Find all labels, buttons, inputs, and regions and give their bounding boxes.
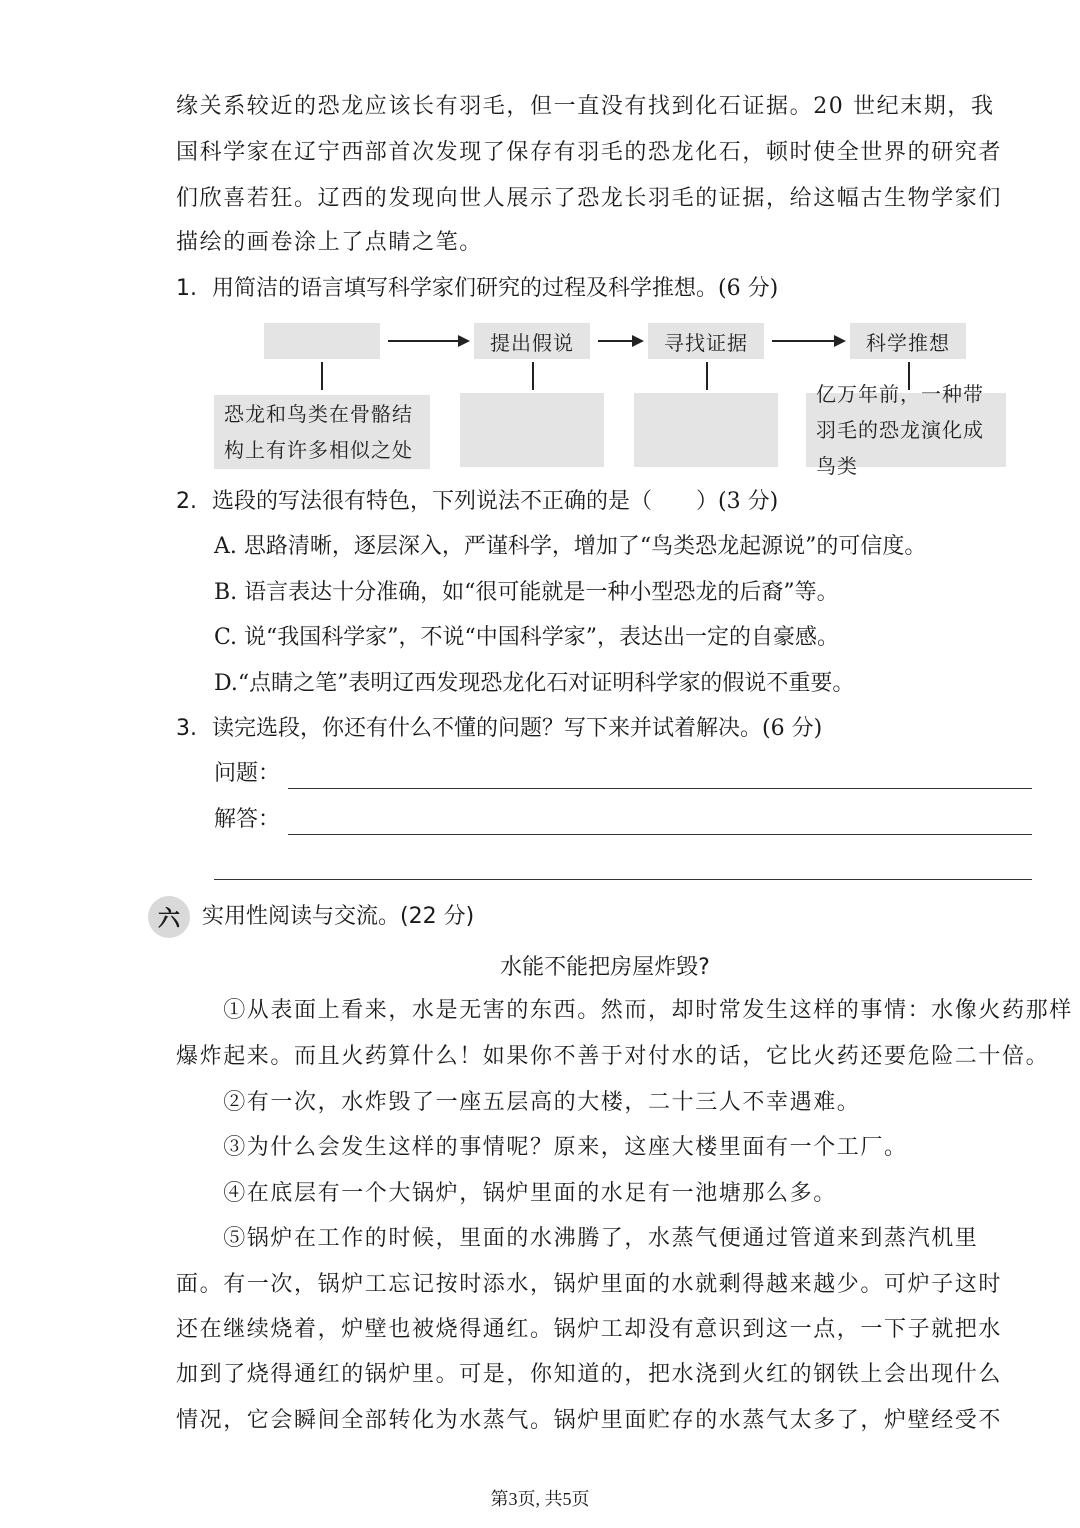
- flow-connector-2: [532, 362, 534, 390]
- question-2-option-d[interactable]: D.“点睛之笔”表明辽西发现恐龙化石对证明科学家的假说不重要。: [214, 671, 855, 696]
- question-1-text: 用简洁的语言填写科学家们研究的过程及科学推想。(6 分): [212, 276, 779, 301]
- flow-box-observation-blank[interactable]: [264, 323, 380, 359]
- flow-arrow-2: [598, 340, 642, 342]
- article-line-5: ④在底层有一个大锅炉，锅炉里面的水足有一池塘那么多。: [176, 1181, 837, 1206]
- article-line-1: ①从表面上看来，水是无害的东西。然而，却时常发生这样的事情：水像火药那样: [176, 998, 1073, 1023]
- page-footer: 第3页, 共5页: [490, 1489, 590, 1509]
- article-line-2: 爆炸起来。而且火药算什么！如果你不善于对付水的话，它比火药还要危险二十倍。: [176, 1044, 1050, 1069]
- flow-box-hypothesis: 提出假说: [474, 323, 590, 359]
- section-6-badge: 六: [148, 896, 190, 938]
- question-3-answer-line-1[interactable]: [288, 834, 1032, 835]
- article-line-8: 还在继续烧着，炉壁也被烧得通红。锅炉工却没有意识到这一点，一下子就把水: [176, 1317, 1003, 1342]
- question-3-answer-line-2[interactable]: [214, 879, 1032, 880]
- question-3-question-label: 问题：: [214, 761, 281, 786]
- section-6-title: 实用性阅读与交流。(22 分): [202, 904, 475, 929]
- article-line-10: 情况，它会瞬间全部转化为水蒸气。锅炉里面贮存的水蒸气太多了，炉壁经受不: [176, 1408, 1003, 1433]
- flow-arrow-1: [388, 340, 468, 342]
- article-title: 水能不能把房屋炸毁?: [500, 955, 710, 980]
- question-3-text: 读完选段，你还有什么不懂的问题？写下来并试着解决。(6 分): [212, 716, 823, 741]
- flow-box-evidence: 寻找证据: [648, 323, 764, 359]
- intro-line-3: 们欣喜若狂。辽西的发现向世人展示了恐龙长羽毛的证据，给这幅古生物学家们: [176, 186, 1003, 211]
- article-line-7: 面。有一次，锅炉工忘记按时添水，锅炉里面的水就剩得越来越少。可炉子这时: [176, 1272, 1003, 1297]
- question-1: [176, 274, 778, 304]
- question-2-option-a[interactable]: A. 思路清晰，逐层深入，严谨科学，增加了“鸟类恐龙起源说”的可信度。: [214, 534, 927, 559]
- article-line-6: ⑤锅炉在工作的时候，里面的水沸腾了，水蒸气便通过管道来到蒸汽机里: [176, 1226, 979, 1251]
- intro-line-2: 国科学家在辽宁西部首次发现了保存有羽毛的恐龙化石，顿时使全世界的研究者: [176, 140, 1003, 165]
- question-2-option-c[interactable]: C. 说“我国科学家”，不说“中国科学家”，表达出一定的自豪感。: [214, 625, 840, 650]
- question-2-number: 2.: [176, 489, 197, 514]
- intro-line-4: 描绘的画卷涂上了点睛之笔。: [176, 230, 483, 255]
- question-2-text[interactable]: 选段的写法很有特色，下列说法不正确的是（ ）(3 分): [212, 489, 779, 514]
- intro-line-1: 缘关系较近的恐龙应该长有羽毛，但一直没有找到化石证据。20 世纪末期，我: [176, 94, 995, 119]
- flow-box-evidence-blank[interactable]: [634, 393, 778, 467]
- question-3-number: 3.: [176, 716, 197, 741]
- article-line-4: ③为什么会发生这样的事情呢？原来，这座大楼里面有一个工厂。: [176, 1135, 908, 1160]
- question-3-question-answer-line[interactable]: [288, 788, 1032, 789]
- flow-connector-1: [321, 362, 323, 390]
- flow-connector-3: [706, 362, 708, 390]
- question-1-number: 1.: [176, 276, 197, 301]
- article-line-3: ②有一次，水炸毁了一座五层高的大楼，二十三人不幸遇难。: [176, 1090, 861, 1115]
- question-3: [176, 714, 822, 744]
- question-2-option-b[interactable]: B. 语言表达十分准确，如“很可能就是一种小型恐龙的后裔”等。: [214, 580, 839, 605]
- flow-box-hypothesis-blank[interactable]: [460, 393, 604, 467]
- question-3-answer-label: 解答：: [214, 807, 281, 832]
- article-line-9: 加到了烧得通红的锅炉里。可是，你知道的，把水浇到火红的钢铁上会出现什么: [176, 1362, 1003, 1387]
- flow-box-inference: 科学推想: [850, 323, 966, 359]
- flow-arrow-3: [772, 340, 844, 342]
- flow-box-inference-detail: 亿万年前，一种带羽毛的恐龙演化成鸟类: [806, 393, 1006, 467]
- flow-box-observation-detail: 恐龙和鸟类在骨骼结构上有许多相似之处: [214, 395, 430, 469]
- question-2: [176, 487, 778, 517]
